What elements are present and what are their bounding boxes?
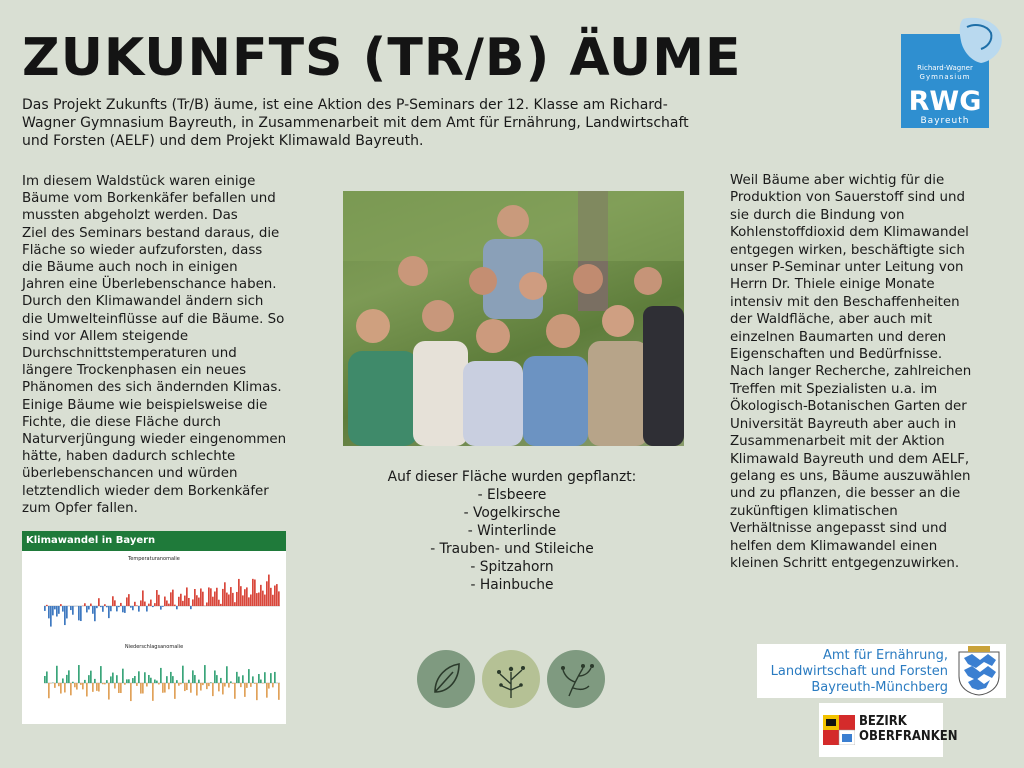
oberfranken-crest-icon [823, 715, 855, 745]
berry-branch-icon [482, 650, 540, 708]
aelf-logo [757, 644, 1006, 698]
planted-item: - Spitzahorn [470, 559, 554, 575]
bezirk-text: BEZIRK OBERFRANKEN [859, 714, 958, 744]
temperature-chart-title: Temperaturanomalie [128, 556, 180, 562]
aelf-text: Amt für Ernährung, Landwirtschaft und Forsten Bayreuth-Münchberg [770, 648, 948, 695]
climate-anomaly-graphic [22, 551, 286, 724]
planted-heading: Auf dieser Fläche wurden gepflanzt: [387, 469, 637, 485]
bavaria-crest-icon [956, 646, 1002, 696]
decorative-icons [416, 650, 606, 710]
chart-header: Klimawandel in Bayern [22, 531, 286, 551]
rwg-logo [901, 17, 1007, 128]
rwg-big: RWG [908, 86, 982, 117]
right-text-column: Weil Bäume aber wichtig für die Produktion von Sauerstoff sind und sie durch die Bindung von Kohlenstoffdioxid dem Klimawandel entgegen wirken, beschäftigte sich unser P-Seminar unter Leitung von Herrn Dr. Thiele einige Monate intensiv mit den Beschaffenheiten der Waldfläche, aber auch mit einzelnen Baumarten und deren Eigenschaften und Bedürfnisse. Nach langer Recherche, zahlreichen Treffen mit Spezialisten u.a. im Ökologisch-Botanischen Garten der Universität Bayreuth aber auch in Zusammenarbeit mit der Aktion Klimawald Bayreuth und dem AELF, gelang es uns, Bäume auszuwählen und zu pflanzen, die besser an die zukünftigen klimatischen Verhältnisse angepasst sind und helfen dem Klimawandel einen kleinen Schritt entgegenzuwirken. [730, 173, 972, 571]
planted-item: - Elsbeere [477, 487, 547, 503]
left-text-column: Im diesem Waldstück waren einige Bäume vom Borkenkäfer befallen und mussten abgeholzt werden. Das Ziel des Seminars bestand daraus, die Fläche so wieder aufzuforsten, dass die Bäume auch noch in einigen Jahren eine Überlebenschance haben. Durch den Klimawandel ändern sich die Umwelteinflüsse auf die Bäume. So sind vor Allem steigende Durchschnittstemperaturen und längere Trockenphasen ein neues Phänomen des sich ändernden Klimas. Einige Bäume wie beispielsweise die Fichte, die diese Fläche durch Naturverjüngung wieder eingenommen hätte, haben dadurch schlechte überlebenschancen und würden letztendlich wieder dem Borkenkäfer zum Opfer fallen. [22, 174, 287, 516]
planted-item: - Trauben- und Stileiche [430, 541, 594, 557]
planted-item: - Vogelkirsche [463, 505, 561, 521]
rwg-city: Bayreuth [920, 116, 970, 126]
rwg-line1: Richard-Wagner [917, 64, 973, 72]
bezirk-oberfranken-logo [819, 703, 958, 757]
flower-branch-icon [547, 650, 605, 708]
intro-paragraph: Das Projekt Zukunfts (Tr/B) äume, ist eine Aktion des P-Seminars der 12. Klasse am Richard-Wagner Gymnasium Bayreuth, in Zusammenarbeit mit dem Amt für Ernährung, Landwirtschaft und Forsten (AELF) und dem Projekt Klimawald Bayreuth. [22, 97, 689, 149]
group-photo [343, 191, 684, 446]
planted-trees-list [362, 468, 662, 594]
planted-item: - Hainbuche [470, 577, 554, 593]
leaf-icon [417, 650, 475, 708]
climate-chart-image [22, 531, 286, 724]
poster-title: ZUKUNFTS (TR/B) ÄUME [22, 28, 742, 88]
planted-item: - Winterlinde [467, 523, 557, 539]
rwg-line2: Gymnasium [919, 73, 971, 81]
precipitation-chart-title: Niederschlagsanomalie [124, 644, 184, 650]
